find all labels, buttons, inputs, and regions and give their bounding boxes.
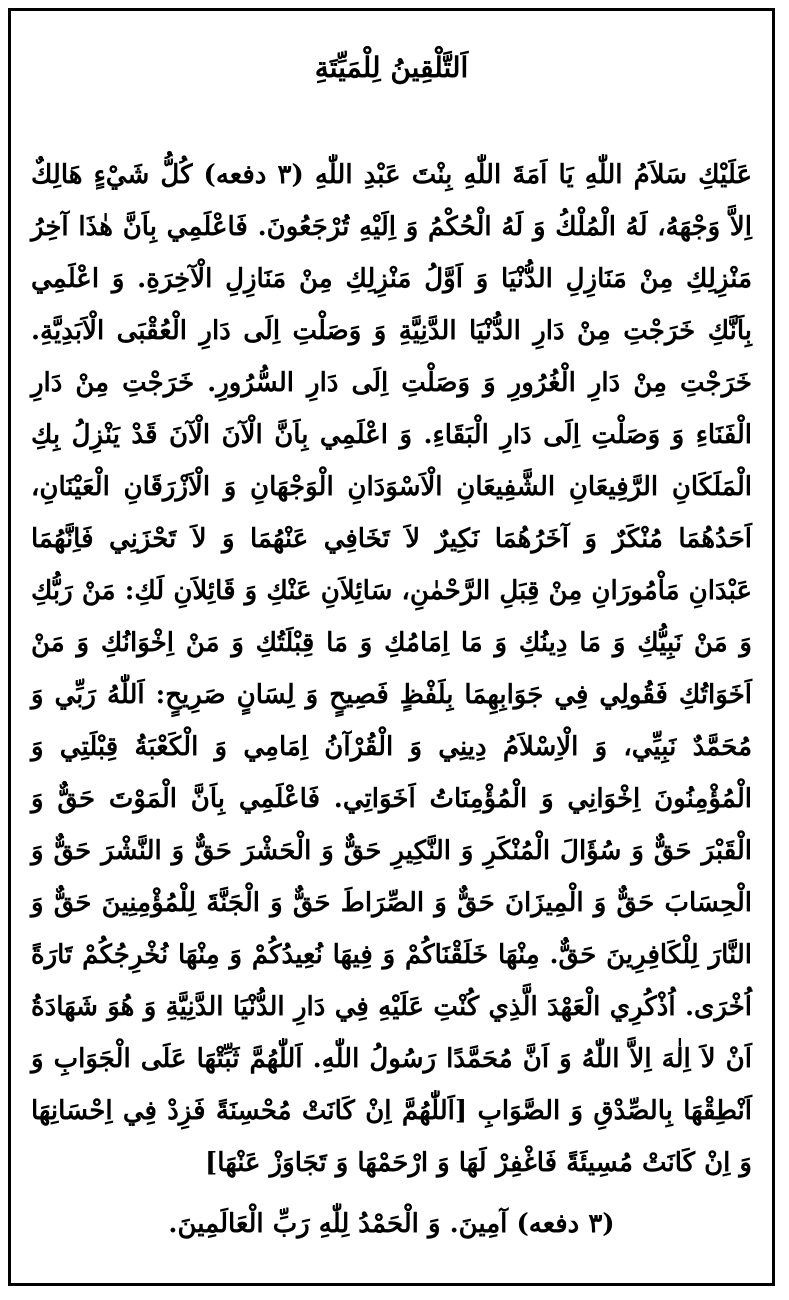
document-closing: (٣ دفعه) آمِينَ. وَ الْحَمْدُ لِلّٰهِ رَبِّ الْعَالَمِينَ.: [168, 1209, 615, 1239]
document-body: عَلَيْكِ سَلاَمُ اللّٰهِ يَا اَمَةَ اللّٰهِ بِنْتَ عَبْدِ اللّٰهِ (٣ دفعه) كُلُّ شَيْءٍ هَالِكٌ اِلاَّ وَجْهَهُ، لَهُ الْمُلْكُ وَ لَهُ الْحُكْمُ وَ اِلَيْهِ تُرْجَعُونَ. فَاعْلَمِي بِاَنَّ هٰذَا آخِرُ مَنْزِلِكِ مِنْ مَنَازِلِ الدُّنْيَا وَ اَوَّلُ مَنْزِلِكِ مِنْ مَنَازِلِ الْآخِرَةِ. وَ اعْلَمِي بِاَنَّكِ خَرَجْتِ مِنْ دَارِ الدُّنْيَا الدَّنِيَّةِ وَ وَصَلْتِ اِلَى دَارِ الْعُقْبَى الْاَبَدِيَّةِ. خَرَجْتِ مِنْ دَارِ الْغُرُورِ وَ وَصَلْتِ اِلَى دَارِ السُّرُورِ. خَرَجْتِ مِنْ دَارِ الْفَنَاءِ وَ وَصَلْتِ اِلَى دَارِ الْبَقَاءِ. وَ اعْلَمِي بِاَنَّ الْآنَ الْآنَ قَدْ يَنْزِلُ بِكِ الْمَلَكَانِ الرَّفِيعَانِ الشَّفِيعَانِ الْاَسْوَدَانِ الْوَجْهَانِ وَ الْاَزْرَقَانِ الْعَيْنَانِ، اَحَدُهُمَا مُنْكَرٌ وَ آخَرُهُمَا نَكِيرٌ لاَ تَخَافِي عَنْهُمَا وَ لاَ تَحْزَنِي فَاِنَّهُمَا عَبْدَانِ مَاْمُورَانِ مِنْ قِبَلِ الرَّحْمٰنِ، سَائِلاَنِ عَنْكِ وَ قَائِلاَنِ لَكِ: مَنْ رَبُّكِ وَ مَنْ نَبِيُّكِ وَ مَا دِينُكِ وَ مَا اِمَامُكِ وَ مَا قِبْلَتُكِ وَ مَنْ اِخْوَانُكِ وَ مَنْ اَخَوَاتُكِ فَقُولِي فِي جَوَابِهِمَا بِلَفْظٍ فَصِيحٍ وَ لِسَانٍ صَرِيحٍ: اَللّٰهُ رَبِّي وَ مُحَمَّدٌ نَبِيِّي، وَ الْاِسْلاَمُ دِينِي وَ الْقُرْآنُ اِمَامِي وَ الْكَعْبَةُ قِبْلَتِي وَ الْمُؤْمِنُونَ اِخْوَانِي وَ الْمُؤْمِنَاتُ اَخَوَاتِي. فَاعْلَمِي بِاَنَّ الْمَوْتَ حَقٌّ وَ الْقَبْرَ حَقٌّ وَ سُؤَالَ الْمُنْكَرِ وَ النَّكِيرِ حَقٌّ وَ الْحَشْرَ حَقٌّ وَ النَّشْرَ حَقٌّ وَ الْحِسَابَ حَقٌّ وَ الْمِيزَانَ حَقٌّ وَ الصِّرَاطَ حَقٌّ وَ الْجَنَّةَ لِلْمُؤْمِنِينَ حَقٌّ وَ النَّارَ لِلْكَافِرِينَ حَقٌّ. مِنْهَا خَلَقْنَاكُمْ وَ فِيهَا نُعِيدُكُمْ وَ مِنْهَا نُخْرِجُكُمْ تَارَةً اُخْرَى. اُذْكُرِي الْعَهْدَ الَّذِي كُنْتِ عَلَيْهِ فِي دَارِ الدُّنْيَا الدَّنِيَّةِ وَ هُوَ شَهَادَةُ اَنْ لاَ اِلٰهَ اِلاَّ اللّٰهُ وَ اَنَّ مُحَمَّدًا رَسُولُ اللّٰهِ. اَللّٰهُمَّ ثَبِّتْهَا عَلَى الْجَوَابِ وَ اَنْطِقْهَا بِالصِّدْقِ وَ الصَّوَابِ [اَللّٰهُمَّ اِنْ كَانَتْ مُحْسِنَةً فَزِدْ فِي اِحْسَانِهَا وَ اِنْ كَانَتْ مُسِيئَةً فَاغْفِرْ لَهَا وَ ارْحَمْهَا وَ تَجَاوَزْ عَنْهَا]: [31, 160, 752, 1178]
document-title: اَلتَّلْقِينُ لِلْمَيِّتَةِ: [314, 51, 469, 84]
page-frame: [8, 8, 775, 1286]
